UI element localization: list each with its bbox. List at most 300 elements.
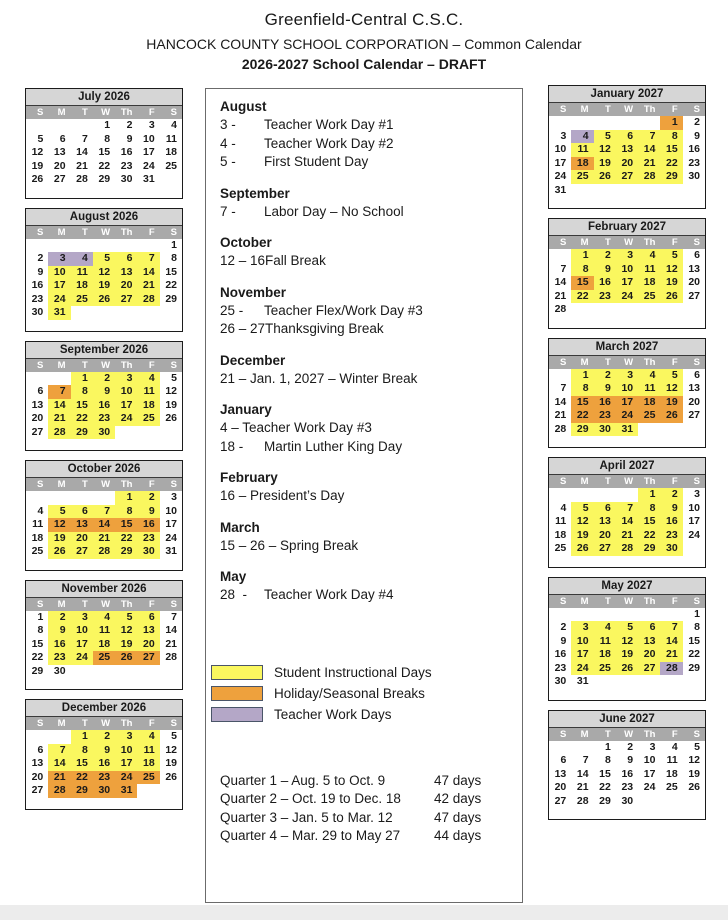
day-cell [549,608,571,622]
day-cell: 19 [660,396,682,410]
day-cell: 18 [93,638,115,652]
day-cell: 19 [616,648,638,662]
key-date-entry [220,586,512,605]
day-cell: 28 [554,303,567,315]
day-cell: 6 [594,502,616,516]
day-cell: 15 [571,396,593,410]
day-cell: 23 [594,409,616,423]
weekday-label: F [671,104,678,115]
quarter-days: 47 days [434,809,482,825]
day-cell: 11 [666,754,678,766]
day-cell: 1 [71,372,93,386]
weekday-label: W [624,237,634,248]
key-date-entry [220,438,512,457]
day-cell: 19 [594,157,616,171]
day-cell [549,116,571,130]
day-grid [549,741,705,820]
day-cell: 26 [93,293,115,307]
month-title: February 2027 [549,219,705,236]
weekday-label: W [101,359,111,371]
day-cell: 25 [71,293,93,307]
day-cell: 22 [599,781,611,793]
day-cell: 25 [554,542,567,554]
weekday-label: S [36,598,44,610]
weekday-label: W [101,107,111,118]
day-cell: 15 [115,518,137,532]
day-cell: 18 [71,279,93,293]
day-cell: 17 [48,279,70,293]
day-cell: 9 [126,132,133,145]
day-cell: 24 [143,159,155,172]
key-date-label: Teacher Work Day #4 [264,587,394,602]
day-cell: 7 [582,754,589,766]
day-cell: 19 [48,532,70,546]
day-cell: 19 [31,159,44,172]
day-cell: 14 [76,146,88,158]
day-cell: 11 [594,635,616,649]
day-cell: 2 [93,730,115,744]
day-cell: 13 [594,515,616,529]
day-cell: 24 [616,290,638,304]
weekday-label: S [36,226,44,238]
weekday-label: F [671,237,678,248]
day-cell: 15 [31,637,44,650]
day-cell: 2 [137,491,159,505]
day-cell: 18 [594,648,616,662]
day-cell: 19 [115,638,137,652]
weekday-label: W [624,356,634,368]
weekday-label: S [693,237,700,248]
day-cell [48,119,70,133]
weekday-label: S [170,107,177,118]
weekday-label: M [57,479,66,490]
calendar-column-left [25,88,183,819]
day-cell: 5 [594,130,616,144]
day-cell: 28 [48,426,70,440]
day-cell [660,303,682,317]
day-cell [71,306,93,320]
day-grid [26,730,182,809]
day-cell: 5 [660,369,682,383]
month-title: March 2027 [549,339,705,356]
weekday-label: S [36,479,44,490]
day-cell: 27 [53,173,66,185]
day-cell: 10 [143,132,155,145]
day-cell: 23 [554,661,567,674]
day-cell: 12 [93,266,115,280]
day-cell [137,306,159,320]
day-cell [594,303,616,317]
day-cell [594,675,616,689]
legend [211,665,512,723]
day-cell: 8 [638,502,660,516]
day-cell: 22 [71,412,93,426]
weekday-header [26,226,182,239]
day-cell: 2 [93,372,115,386]
weekday-label: T [82,359,88,371]
weekday-label: F [148,107,155,118]
weekday-label: M [57,359,66,371]
day-cell [616,675,638,689]
quarter-summary [220,772,512,846]
day-cell [115,239,137,253]
quarter-days: 42 days [434,791,482,806]
day-cell: 14 [638,143,660,157]
weekday-label: F [671,728,678,740]
month-calendar [548,577,706,701]
weekday-header [26,359,182,372]
day-cell [71,239,93,253]
day-cell: 28 [660,662,682,676]
day-cell: 4 [638,249,660,263]
day-cell: 14 [165,624,177,636]
day-cell: 15 [638,515,660,529]
month-title: May 2027 [549,578,705,595]
day-cell: 17 [165,518,177,530]
day-cell: 4 [671,740,678,753]
day-cell: 5 [571,502,593,516]
day-cell: 11 [71,266,93,280]
day-cell: 18 [31,531,44,544]
weekday-label: T [82,718,88,729]
weekday-label: M [580,595,589,607]
day-cell: 24 [616,409,638,423]
day-cell: 19 [688,767,700,780]
weekday-label: S [170,479,177,490]
weekday-label: S [693,595,700,607]
day-cell: 3 [115,372,137,386]
day-cell: 7 [93,505,115,519]
day-cell: 7 [560,262,567,275]
day-cell: 26 [165,770,177,783]
day-cell: 26 [31,173,44,185]
day-cell: 31 [554,183,567,196]
day-cell: 27 [71,545,93,559]
weekday-header [549,475,705,488]
day-cell: 10 [688,501,700,514]
weekday-label: S [693,728,700,740]
day-cell: 6 [59,132,66,145]
key-date-label: 21 – Jan. 1, 2027 – Winter Break [220,370,418,386]
day-cell: 13 [688,382,700,394]
key-date-label: 15 – 26 – Spring Break [220,537,359,553]
key-dates-list [220,98,512,605]
day-cell: 16 [120,146,133,158]
day-cell: 12 [571,515,593,529]
day-cell: 27 [688,409,700,421]
day-cell: 2 [126,119,133,131]
day-cell [660,184,682,198]
key-dates-month: October [220,235,272,250]
day-cell: 31 [48,306,70,320]
day-cell: 21 [576,781,589,793]
day-cell: 20 [594,529,616,543]
day-cell [93,491,115,505]
day-cell: 1 [660,116,682,130]
day-cell [571,303,593,317]
day-cell: 9 [137,505,159,519]
day-cell: 16 [688,143,700,155]
day-cell: 26 [594,170,616,184]
day-cell: 18 [137,757,159,771]
day-cell: 29 [98,173,111,185]
day-cell: 15 [71,757,93,771]
day-cell: 6 [638,621,660,635]
key-date-entry [220,419,512,438]
day-cell: 20 [71,532,93,546]
day-cell: 7 [48,744,70,758]
day-cell: 26 [688,781,700,793]
month-calendar [25,699,183,810]
day-cell: 30 [660,542,682,556]
day-cell: 3 [171,491,177,503]
weekday-label: S [559,104,567,115]
day-cell: 28 [576,794,589,807]
day-cell: 12 [616,635,638,649]
day-cell [48,491,70,505]
quarter-label: Quarter 2 – Oct. 19 to Dec. 18 [220,791,401,806]
month-title: December 2026 [26,700,182,717]
day-cell [683,303,705,317]
day-cell: 13 [137,624,159,638]
day-cell: 14 [576,767,589,780]
day-cell: 18 [638,396,660,410]
day-cell: 7 [660,621,682,635]
day-cell: 10 [115,744,137,758]
day-cell: 13 [31,398,44,411]
day-cell: 4 [171,119,177,131]
key-date-label: Labor Day – No School [264,203,404,219]
day-cell [71,665,93,679]
weekday-label: T [605,104,611,115]
day-cell: 8 [71,385,93,399]
key-date-day: 3 - [220,117,236,132]
day-cell: 7 [638,130,660,144]
weekday-label: S [693,104,700,115]
key-date-label: Teacher Work Day #1 [264,117,394,132]
day-cell: 15 [71,399,93,413]
weekday-label: M [580,356,589,368]
day-cell: 4 [594,621,616,635]
day-cell: 20 [31,770,44,783]
day-cell: 1 [571,249,593,263]
weekday-label: W [624,104,634,115]
day-cell: 14 [137,266,159,280]
day-cell: 30 [621,794,634,807]
day-cell: 16 [554,648,567,660]
day-cell: 11 [137,744,159,758]
day-cell: 6 [694,249,700,261]
weekday-label: Th [120,359,133,371]
day-cell: 9 [694,129,700,142]
day-cell [594,116,616,130]
day-cell [638,608,660,622]
day-cell: 26 [660,409,682,423]
day-cell: 11 [571,143,593,157]
key-dates-month: January [220,402,272,417]
day-cell [594,608,616,622]
day-cell: 17 [616,396,638,410]
weekday-label: W [101,718,111,729]
day-cell: 17 [554,156,567,169]
day-cell [160,665,182,679]
day-cell: 18 [554,528,567,541]
day-cell: 2 [594,249,616,263]
day-cell: 28 [165,651,177,663]
day-cell: 4 [71,252,93,266]
day-cell [71,119,93,133]
key-dates-month: August [220,99,267,114]
day-cell: 30 [594,423,616,437]
school-name: Greenfield-Central C.S.C. [264,10,464,29]
day-cell: 30 [688,170,700,182]
day-cell: 7 [171,610,177,623]
day-cell: 17 [688,515,700,527]
day-cell: 10 [554,143,567,155]
day-cell: 23 [688,156,700,169]
quarter-row [220,790,512,809]
day-cell [683,184,705,198]
day-cell: 1 [171,238,177,251]
day-cell: 15 [571,276,593,290]
day-cell: 17 [71,638,93,652]
key-date-day: 7 - [220,203,236,219]
day-cell: 13 [616,143,638,157]
weekday-label: S [170,359,177,371]
weekday-label: F [148,359,155,371]
weekday-label: S [693,356,700,368]
day-cell: 15 [660,143,682,157]
weekday-header [549,103,705,116]
day-cell: 25 [31,545,44,557]
day-cell: 23 [621,781,634,793]
month-calendar [548,85,706,209]
day-cell: 3 [148,119,155,131]
weekday-label: F [671,595,678,607]
day-cell: 25 [594,662,616,676]
day-cell [616,488,638,502]
day-grid [549,249,705,328]
day-cell: 22 [115,532,137,546]
day-cell: 2 [48,611,70,625]
day-cell: 9 [93,744,115,758]
day-cell: 6 [71,505,93,519]
day-cell: 29 [165,292,177,305]
day-cell: 17 [616,276,638,290]
day-cell [594,488,616,502]
key-dates-month: December [220,352,286,368]
day-cell: 26 [571,542,593,556]
legend-label: Student Instructional Days [274,664,432,680]
day-cell: 16 [594,396,616,410]
day-cell: 23 [93,771,115,785]
day-cell: 6 [37,385,44,397]
key-dates-month: May [220,569,247,584]
day-cell: 20 [31,412,44,424]
key-date-day: 18 - [220,438,251,454]
key-date-day: 12 – 16 [220,253,266,268]
weekday-label: M [580,104,589,115]
weekday-label: Th [643,356,656,368]
day-cell: 5 [171,730,177,742]
day-cell: 5 [37,132,44,145]
day-cell: 24 [71,651,93,665]
day-cell [549,249,571,263]
legend-swatch-yellow [211,665,263,680]
weekday-header [549,595,705,608]
weekday-label: T [605,728,611,740]
day-cell: 20 [115,279,137,293]
day-cell: 30 [93,426,115,440]
corporation-line: HANCOCK COUNTY SCHOOL CORPORATION – Common Calendar [146,36,582,52]
quarter-label: Quarter 3 – Jan. 5 to Mar. 12 [220,809,393,825]
day-cell: 18 [137,399,159,413]
day-cell: 23 [31,292,44,305]
day-cell [660,608,682,622]
weekday-label: S [170,718,177,729]
quarter-label: Quarter 1 – Aug. 5 to Oct. 9 [220,772,386,788]
legend-item [211,707,512,723]
month-calendar [25,460,183,571]
day-cell: 25 [571,170,593,184]
month-calendar [548,218,706,329]
day-cell: 20 [638,648,660,662]
key-date-label: First Student Day [264,154,369,169]
month-calendar [548,457,706,568]
day-cell: 15 [98,146,111,158]
weekday-label: T [82,226,88,238]
day-cell: 3 [694,488,700,500]
day-cell: 22 [638,529,660,543]
day-cell: 22 [660,157,682,171]
weekday-label: S [693,476,700,487]
day-cell: 9 [93,385,115,399]
day-cell: 29 [571,423,593,437]
day-cell: 3 [71,611,93,625]
weekday-label: T [82,598,88,610]
day-cell: 21 [616,529,638,543]
day-cell: 21 [660,648,682,662]
weekday-label: Th [643,104,656,115]
day-cell: 10 [48,266,70,280]
day-cell: 2 [594,369,616,383]
day-cell: 4 [571,130,593,144]
day-cell: 19 [165,757,177,769]
weekday-label: S [559,237,567,248]
key-date-day: 28 - [220,587,248,602]
day-cell: 13 [638,635,660,649]
day-cell: 9 [594,382,616,396]
weekday-label: F [148,718,155,729]
weekday-header [549,236,705,249]
day-cell: 2 [627,740,634,753]
weekday-label: S [559,595,567,607]
day-cell: 27 [31,425,44,438]
key-date-label: 16 – President’s Day [220,488,345,503]
day-cell: 29 [71,426,93,440]
weekday-label: Th [643,728,656,740]
day-cell [549,369,571,383]
day-cell: 28 [76,173,88,185]
day-cell: 4 [37,504,44,517]
weekday-label: M [57,226,66,238]
day-cell: 27 [137,651,159,665]
weekday-label: S [36,359,44,371]
weekday-label: Th [120,598,133,610]
weekday-label: W [101,226,111,238]
day-cell: 22 [571,409,593,423]
day-cell: 9 [560,634,567,647]
